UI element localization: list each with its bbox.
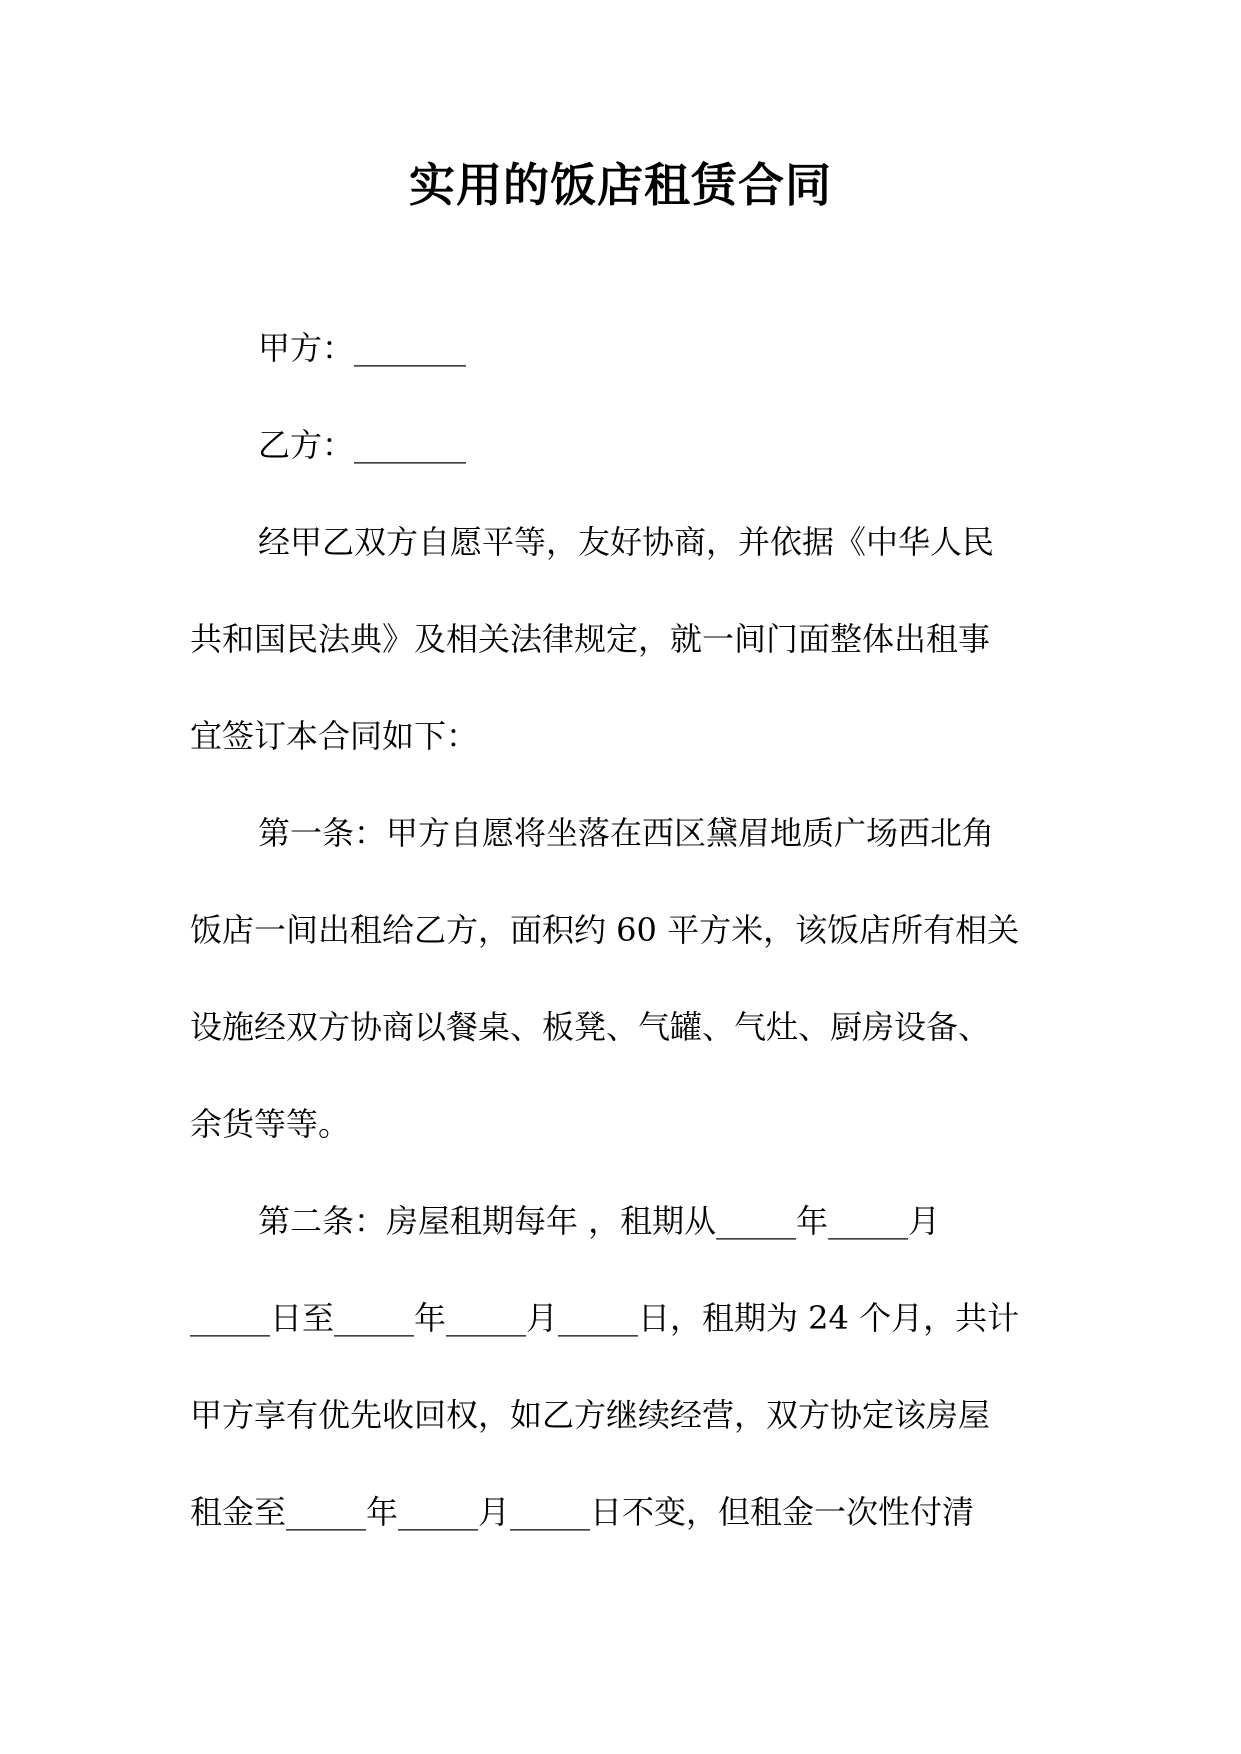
article-1-line-2: 饭店一间出租给乙方，面积约 60 平方米，该饭店所有相关 bbox=[190, 911, 1020, 949]
article-2-line-1: 第二条：房屋租期每年 ，租期从_____年_____月 bbox=[258, 1202, 941, 1240]
party-b-line: 乙方：_______ bbox=[258, 426, 467, 464]
article-2-line-4: 租金至_____年_____月_____日不变，但租金一次性付清 bbox=[190, 1493, 975, 1531]
article-1-line-4: 余货等等。 bbox=[190, 1105, 351, 1143]
contract-body bbox=[190, 300, 1060, 1561]
document-title: 实用的饭店租赁合同 bbox=[409, 158, 832, 212]
article-1-line-3: 设施经双方协商以餐桌、板凳、气罐、气灶、厨房设备、 bbox=[190, 1008, 991, 1046]
preamble-line-1: 经甲乙双方自愿平等，友好协商，并依据《中华人民 bbox=[258, 523, 995, 561]
party-a-line: 甲方：_______ bbox=[258, 329, 467, 367]
article-1-line-1: 第一条：甲方自愿将坐落在西区黛眉地质广场西北角 bbox=[258, 814, 995, 852]
article-2-line-3: 甲方享有优先收回权，如乙方继续经营，双方协定该房屋 bbox=[190, 1396, 991, 1434]
preamble-line-3: 宜签订本合同如下： bbox=[190, 717, 479, 755]
article-2-line-2: _____日至_____年_____月_____日，租期为 24 个月，共计 bbox=[190, 1299, 1020, 1337]
preamble-line-2: 共和国民法典》及相关法律规定，就一间门面整体出租事 bbox=[190, 620, 991, 658]
